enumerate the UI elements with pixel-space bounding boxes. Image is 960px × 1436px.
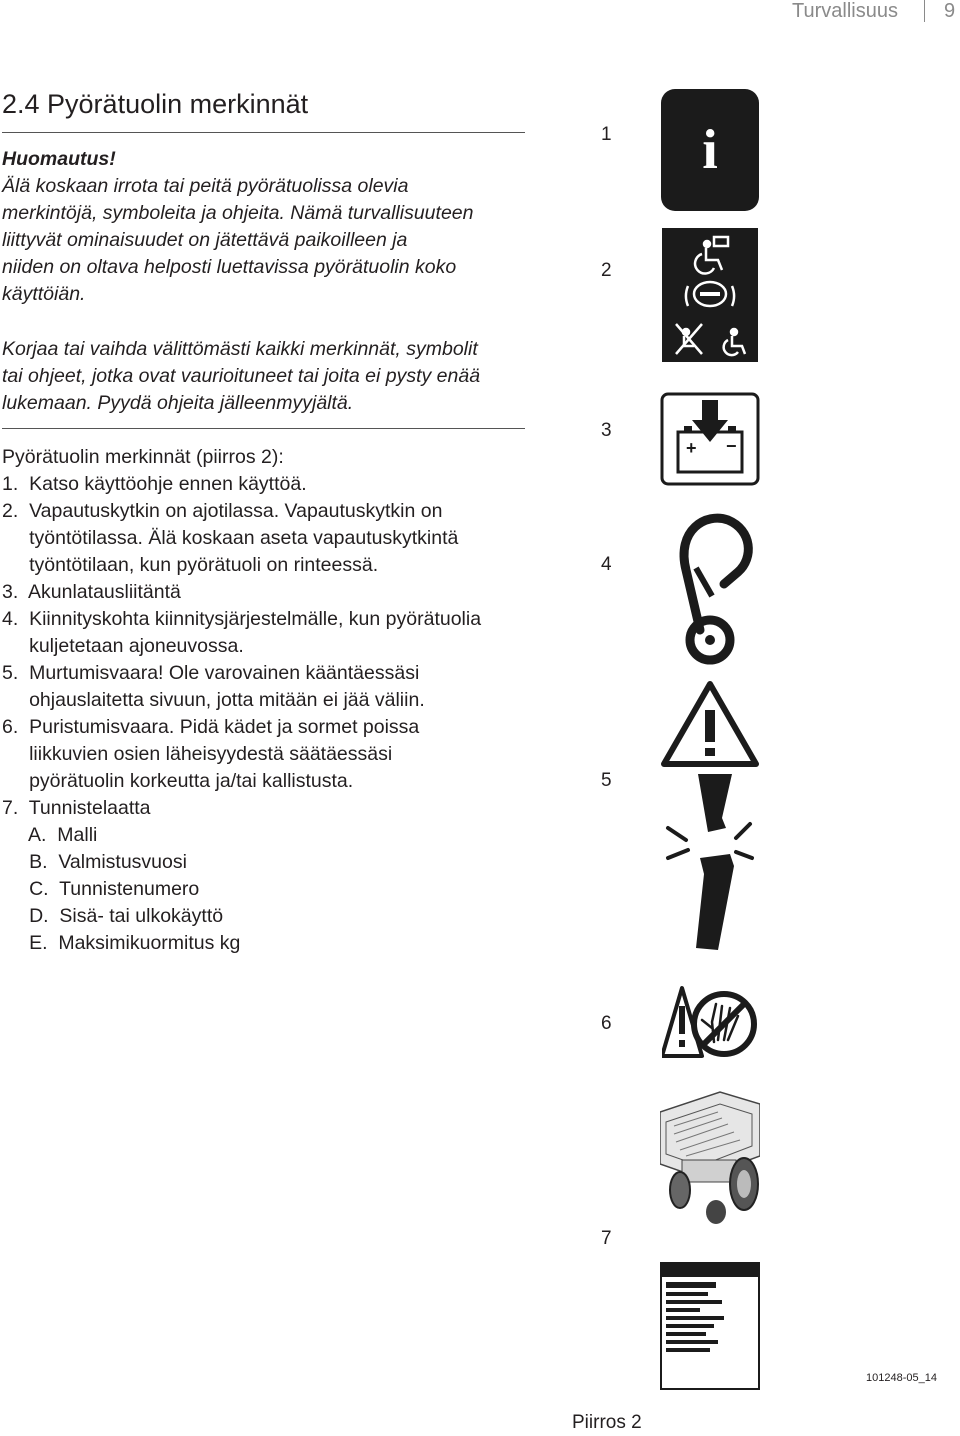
list-intro: Pyörätuolin merkinnät (piirros 2):: [2, 446, 284, 468]
list-item: B. Valmistusvuosi: [2, 851, 187, 873]
list-item: työntötilaan, kun pyörätuoli on rinteessä.: [2, 554, 379, 576]
tie-down-hook-icon: [666, 510, 758, 672]
list-item: 7. Tunnistelaatta: [2, 797, 151, 819]
list-item: 1. Katso käyttöohje ennen käyttöä.: [2, 473, 307, 495]
notice-line: merkintöjä, symboleita ja ohjeita. Nämä turvallisuuteen: [2, 202, 474, 224]
notice-line: Korjaa tai vaihda välittömästi kaikki merkinnät, symbolit: [2, 338, 478, 360]
list-item: E. Maksimikuormitus kg: [2, 932, 241, 954]
figure-number: 3: [601, 420, 612, 441]
id-plate-icon: [660, 1262, 760, 1390]
svg-text:i: i: [702, 119, 718, 181]
running-header-page-number: 9: [944, 0, 956, 22]
notice-block: [2, 146, 473, 308]
list-item: A. Malli: [2, 824, 98, 846]
list-item: työntötilassa. Älä koskaan aseta vapautuskytkintä: [2, 527, 459, 549]
info-icon: [660, 88, 760, 212]
list-item: 4. Kiinnityskohta kiinnitysjärjestelmälle, kun pyörätuolia: [2, 608, 482, 630]
notice-line: niiden on oltava helposti luettavissa pyörätuolin koko: [2, 256, 457, 278]
figure-number: 5: [601, 770, 612, 791]
list-item: pyörätuolin korkeutta ja/tai kallistusta.: [2, 770, 354, 792]
notice-line: käyttöiän.: [2, 283, 86, 305]
battery-charge-icon: [660, 392, 760, 486]
release-lever-icon: [662, 228, 758, 362]
list-item: 5. Murtumisvaara! Ole varovainen kääntäessäsi: [2, 662, 420, 684]
notice-block-2: [2, 336, 480, 417]
notice-heading: Huomautus!: [2, 148, 116, 170]
section-title: 2.4 Pyörätuolin merkinnät: [2, 89, 309, 119]
notice-line: tai ohjeet, jotka ovat vaurioituneet tai joita ei pysty enää: [2, 365, 481, 387]
warning-break-icon: [660, 678, 760, 954]
list-item: 3. Akunlatausliitäntä: [2, 581, 181, 603]
list-item: D. Sisä- tai ulkokäyttö: [2, 905, 224, 927]
svg-text:+: +: [686, 438, 697, 458]
list-item: liikkuvien osien läheisyydestä säätäessäsi: [2, 743, 393, 765]
notice-line: Älä koskaan irrota tai peitä pyörätuolissa olevia: [2, 175, 409, 197]
list-item: ohjauslaitetta sivuun, jotta mitään ei jää väliin.: [2, 689, 425, 711]
figure-caption: Piirros 2: [572, 1412, 642, 1433]
no-hands-icon: [662, 984, 758, 1066]
figure-number: 6: [601, 1013, 612, 1034]
list-item: kuljetetaan ajoneuvossa.: [2, 635, 244, 657]
divider: [2, 132, 525, 133]
list-item: C. Tunnistenumero: [2, 878, 200, 900]
figure-reference: 101248-05_14: [866, 1372, 937, 1384]
svg-text:−: −: [726, 436, 737, 456]
label-list: [2, 444, 481, 957]
figure-number: 7: [601, 1228, 612, 1249]
figure-number: 4: [601, 554, 612, 575]
divider: [2, 428, 525, 429]
figure-number: 2: [601, 260, 612, 281]
list-item: 6. Puristumisvaara. Pidä kädet ja sormet poissa: [2, 716, 420, 738]
chassis-icon: [660, 1086, 760, 1226]
header-divider: [924, 0, 925, 22]
list-item: 2. Vapautuskytkin on ajotilassa. Vapautuskytkin on: [2, 500, 443, 522]
notice-line: lukemaan. Pyydä ohjeita jälleenmyyjältä.: [2, 392, 354, 414]
running-header-section: Turvallisuus: [792, 0, 898, 22]
notice-line: liittyvät ominaisuudet on jätettävä paikoilleen ja: [2, 229, 408, 251]
figure-number: 1: [601, 124, 612, 145]
